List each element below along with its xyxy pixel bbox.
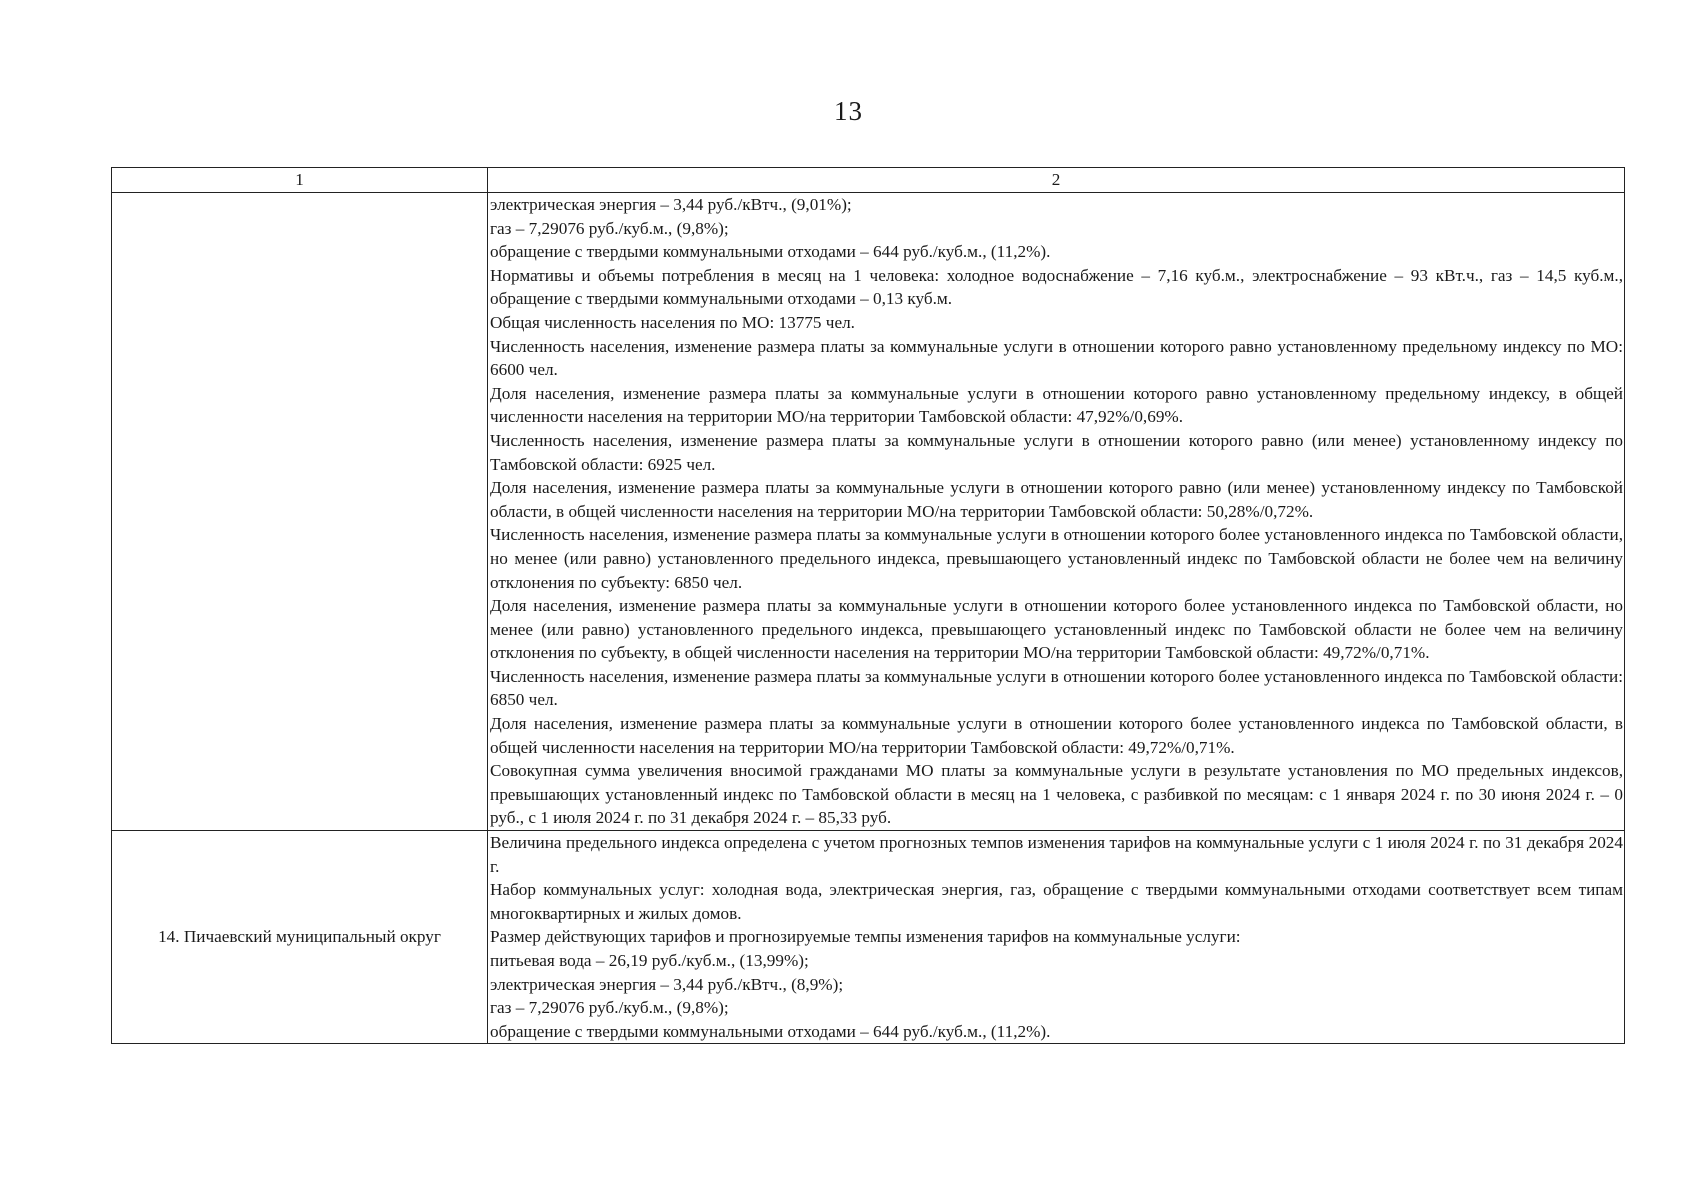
paragraph: обращение с твердыми коммунальными отходами – 644 руб./куб.м., (11,2%). bbox=[490, 1021, 1051, 1041]
municipality-name-cell bbox=[112, 193, 488, 831]
paragraph: питьевая вода – 26,19 руб./куб.м., (13,99%); bbox=[490, 951, 809, 970]
paragraph: Доля населения, изменение размера платы за коммунальные услуги в отношении которого более установленного индекса по Тамбовской области, в общей численности населения на территории МО/на территории Тамбовской области: 49,72%/0,71%. bbox=[490, 714, 1623, 757]
paragraph: Размер действующих тарифов и прогнозируемые темпы изменения тарифов на коммунальные услуги: bbox=[490, 927, 1241, 947]
page-number: 13 bbox=[834, 96, 863, 126]
table-header-row bbox=[112, 168, 1625, 193]
paragraph: Набор коммунальных услуг: холодная вода, электрическая энергия, газ, обращение с твердыми коммунальными отходами соответствует всем типам многоквартирных и жилых домов. bbox=[490, 880, 1623, 923]
document-table bbox=[111, 167, 1625, 1044]
details-cell bbox=[488, 193, 1625, 831]
paragraph: Совокупная сумма увеличения вносимой гражданами МО платы за коммунальные услуги в результате установления по МО предельных индексов, превышающих установленный индекс по Тамбовской области в месяц на 1 человека, с разбивкой по месяцам: с 1 января 2024 г. по 30 июня 2024 г. – 0 руб., с 1 июля 2024 г. по 31 декабря 2024 г. – 85,33 руб. bbox=[490, 761, 1623, 828]
paragraph: Нормативы и объемы потребления в месяц на 1 человека: холодное водоснабжение – 7,16 куб.м., электроснабжение – 93 кВт.ч., газ – 14,5 куб.м., обращение с твердыми коммунальными отходами – 0,13 куб.м. bbox=[490, 265, 1623, 309]
paragraph: Доля населения, изменение размера платы за коммунальные услуги в отношении которого более установленного индекса по Тамбовской области, но менее (или равно) установленного предельного индекса, превышающего установленный индекс по Тамбовской области не более чем на величину отклонения по субъекту, в общей численности населения на территории МО/на территории Тамбовской области: 49,72%/0,71%. bbox=[490, 596, 1623, 663]
paragraph: Численность населения, изменение размера платы за коммунальные услуги в отношении которого более установленного индекса по Тамбовской области, но менее (или равно) установленного предельного индекса, превышающего установленный индекс по Тамбовской области не более чем на величину отклонения по субъекту: 6850 чел. bbox=[490, 525, 1623, 592]
paragraph: Общая численность населения по МО: 13775 чел. bbox=[490, 312, 855, 332]
municipality-name-cell: 14. Пичаевский муниципальный округ bbox=[112, 831, 488, 1044]
table-row bbox=[112, 831, 1625, 1044]
paragraph: газ – 7,29076 руб./куб.м., (9,8%); bbox=[490, 218, 729, 238]
table-row bbox=[112, 193, 1625, 831]
paragraph: газ – 7,29076 руб./куб.м., (9,8%); bbox=[490, 998, 729, 1018]
paragraph: Численность населения, изменение размера платы за коммунальные услуги в отношении которого равно (или менее) установленному индексу по Тамбовской области: 6925 чел. bbox=[490, 430, 1623, 474]
paragraph: Величина предельного индекса определена с учетом прогнозных темпов изменения тарифов на коммунальные услуги с 1 июля 2024 г. по 31 декабря 2024 г. bbox=[490, 833, 1623, 876]
paragraph: обращение с твердыми коммунальными отходами – 644 руб./куб.м., (11,2%). bbox=[490, 242, 1051, 262]
column-header-1: 1 bbox=[112, 168, 488, 193]
paragraph: Доля населения, изменение размера платы за коммунальные услуги в отношении которого равно (или менее) установленному индексу по Тамбовской области, в общей численности населения на территории МО/на территории Тамбовской области: 50,28%/0,72%. bbox=[490, 478, 1623, 521]
paragraph: Численность населения, изменение размера платы за коммунальные услуги в отношении которого равно установленному предельному индексу по МО: 6600 чел. bbox=[490, 336, 1623, 380]
details-cell bbox=[488, 831, 1625, 1044]
paragraph: электрическая энергия – 3,44 руб./кВтч., (9,01%); bbox=[490, 195, 852, 214]
paragraph: электрическая энергия – 3,44 руб./кВтч., (8,9%); bbox=[490, 974, 844, 994]
column-header-2: 2 bbox=[488, 168, 1625, 193]
paragraph: Доля населения, изменение размера платы за коммунальные услуги в отношении которого равно установленному предельному индексу, в общей численности населения на территории МО/на территории Тамбовской области: 47,92%/0,69%. bbox=[490, 383, 1623, 427]
paragraph: Численность населения, изменение размера платы за коммунальные услуги в отношении которого более установленного индекса по Тамбовской области: 6850 чел. bbox=[490, 666, 1623, 710]
